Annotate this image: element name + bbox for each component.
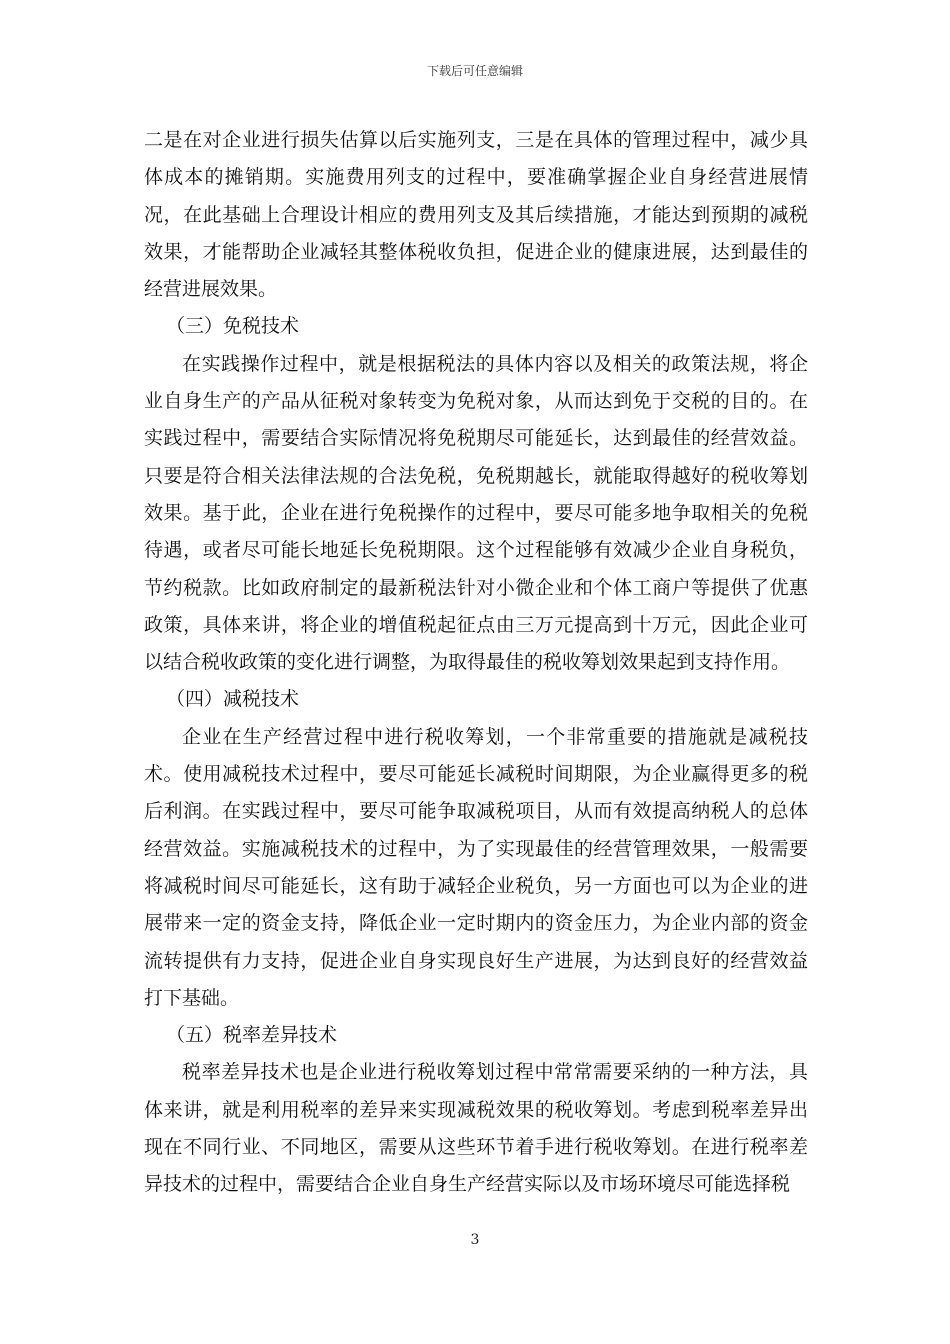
section-heading-5: （五）税率差异技术 bbox=[166, 1024, 338, 1047]
page-number: 3 bbox=[470, 1232, 480, 1248]
page-header: 下载后可任意编辑 bbox=[426, 64, 523, 78]
paragraph-tax-exemption: 在实践操作过程中，就是根据税法的具体内容以及相关的政策法规，将企业自身生产的产品从征税对象转变为免税对象，从而达到免于交税的目的。在实践过程中，需要结合实际情况将免税期尽可能延长，达到最佳的经营效益。只要是符合相关法律法规的合法免税，免税期越长，就能取得越好的税收筹划效果。基于此，企业在进行免税操作的过程中，要尽可能多地争取相关的免税待遇，或者尽可能长地延长免税期限。这个过程能够有效减少企业自身税负，节约税款。比如政府制定的最新税法针对小微企业和个体工商户等提供了优惠政策，具体来讲，将企业的增值税起征点由三万元提高到十万元，因此企业可以结合税收政策的变化进行调整，为取得最佳的税收筹划效果起到支持作用。 bbox=[144, 352, 808, 674]
document-body bbox=[144, 122, 808, 1204]
section-heading-3: （三）免税技术 bbox=[166, 315, 300, 338]
paragraph-tax-reduction: 企业在生产经营过程中进行税收筹划，一个非常重要的措施就是减税技术。使用减税技术过程中，要尽可能延长减税时间期限，为企业赢得更多的税后利润。在实践过程中，要尽可能争取减税项目，从而有效提高纳税人的总体经营效益。实施减税技术的过程中，为了实现最佳的经营管理效果，一般需要将减税时间尽可能延长，这有助于减轻企业税负，另一方面也可以为企业的进展带来一定的资金支持，降低企业一定时期内的资金压力，为企业内部的资金流转提供有力支持，促进企业自身实现良好生产进展，为达到良好的经营效益打下基础。 bbox=[144, 725, 808, 1009]
paragraph-continued: 二是在对企业进行损失估算以后实施列支，三是在具体的管理过程中，减少具体成本的摊销期。实施费用列支的过程中，要准确掌握企业自身经营进展情况，在此基础上合理设计相应的费用列支及其后续措施，才能达到预期的减税效果，才能帮助企业减轻其整体税收负担，促进企业的健康进展，达到最佳的经营进展效果。 bbox=[144, 129, 808, 301]
paragraph-tax-rate-difference: 税率差异技术也是企业进行税收筹划过程中常常需要采纳的一种方法，具体来讲，就是利用税率的差异来实现减税效果的税收筹划。考虑到税率差异出现在不同行业、不同地区，需要从这些环节着手进行税收筹划。在进行税率差异技术的过程中，需要结合企业自身生产经营实际以及市场环境尽可能选择税 bbox=[144, 1061, 808, 1196]
section-heading-4: （四）减税技术 bbox=[166, 688, 300, 711]
